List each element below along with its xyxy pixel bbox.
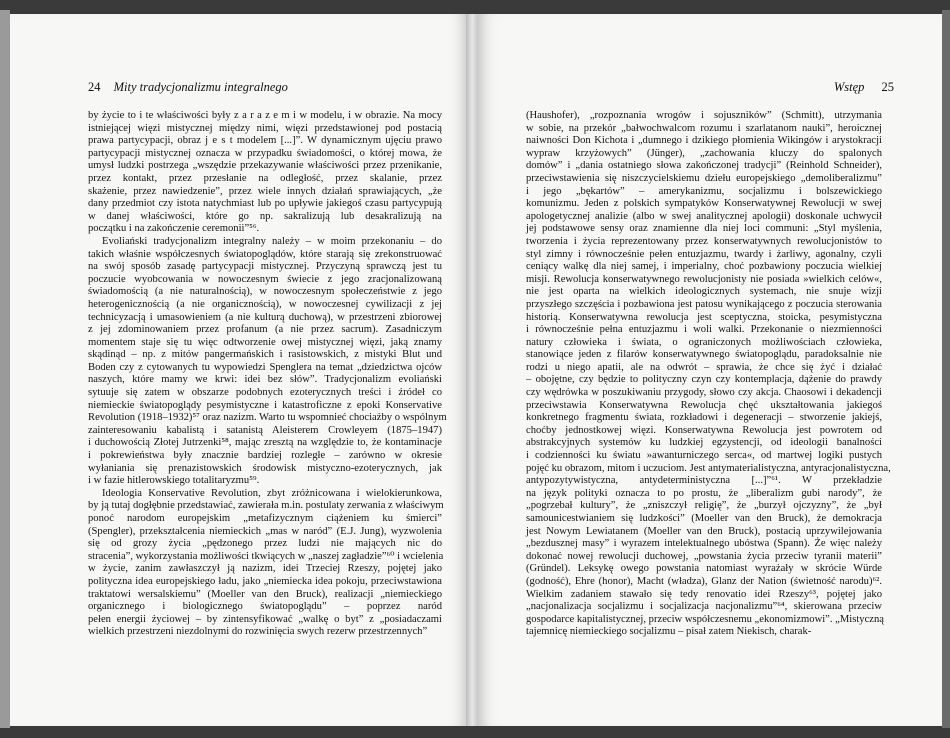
text-line: umysł ludzki postrzega „wszędzie przekazywanie właściwości przez przenikanie,: [88, 160, 442, 172]
text-line: skądinąd – np. z mitów pangermańskich i rasistowskich, z mistyki Blut und: [88, 349, 442, 361]
text-line: świadomością (a nie naturalnością), w nowoczesnym społeczeństwie z jego: [88, 286, 442, 298]
text-line: i w fazie hitlerowskiego totalitaryzmu⁵⁹.: [88, 475, 260, 487]
text-line: jej podstawowe sensy oraz znamienne dla niej loci communi: „Styl myślenia,: [526, 223, 882, 235]
text-line: „bezdusznej masy” i wyrazem intelektualnego ubóstwa (Spann). Że więc należy: [526, 538, 882, 550]
text-line: antypozytywistyczna, antydeterministyczna [...]”⁶¹. W przekładzie: [526, 475, 882, 487]
text-line: naiwności Don Kichota i „dumnego i dzikiego płomienia Wikingów i arystokracji: [526, 135, 882, 147]
text-line: heterogenicznością (a nie organicznością), w nowoczesnej cywilizacji z jej: [88, 298, 442, 310]
text-line: Wielkim zadaniem stawało się tedy renovatio idei Rzeszy⁶³, pojętej jako: [526, 588, 882, 600]
text-line: gospodarce kapitalistycznej, przeciw współczesnemu „ekonomizmowi”. „Mistyczną: [526, 613, 884, 625]
text-line: w życie, zanim zawłaszczył ją nazizm, idei Trzeciej Rzeszy, pojętej jako: [88, 563, 442, 575]
left-body-text: [88, 110, 447, 639]
page-stack-edge-left: [0, 10, 10, 728]
text-line: (godność), Ehre (honor), Macht (władza), Glanz der Nation (świetność narodu)⁶².: [526, 575, 882, 587]
text-line: abstrakcyjnych systemów ku ludzkiej egzystencji, od ideologii banalności: [526, 437, 882, 449]
left-running-header: [88, 80, 288, 95]
text-line: by ją tutaj dogłębnie przedstawiać, zawierała m.in. postulaty zerwania z właściwym: [88, 500, 444, 512]
text-line: na język polityki oznacza to po prostu, że „liberalizm gubi narody”, że: [526, 487, 882, 499]
text-line: sytuuje się zatem w obszarze podobnych ezoterycznych treści i źródeł co: [88, 387, 442, 399]
text-line: styl zimny i równocześnie pełen entuzjazmu, twardy i żarliwy, agonalny, czyli: [526, 248, 882, 260]
right-page-number: 25: [881, 80, 894, 94]
text-line: czy wędrówka w poszukiwaniu przygody, słowo czy akcja. Chaosowi i dekadencji: [526, 387, 882, 399]
text-line: ponoć narodom europejskim „metafizycznym ciążeniem ku śmierci”: [88, 513, 442, 524]
text-line: i codzienności ku światu »awanturniczego serca«, od martwej logiki pustych: [526, 450, 882, 462]
text-line: przez kontakt, przez przesłanie na odległość, przez skalanie, przez: [88, 172, 442, 184]
text-line: Ideologia Konservative Revolution, zbyt zróżnicowana i wielokierunkowa,: [102, 487, 442, 499]
right-body-text: [526, 110, 891, 639]
text-line: zainteresowaniu kabalistą i satanistą Aleisterem Crowleyem (1875–1947): [88, 424, 442, 436]
text-line: i jego „bękartów” – amerykanizmu, socjalizmu i bolszewickiego: [526, 185, 882, 197]
text-line: konkretnego fragmentu świata, rozkładowi i degeneracji – stworzenie jakiejś,: [526, 412, 882, 424]
text-line: komunizmu. Jeden z polskich sympatyków Konserwatywnej Rewolucji w swej: [526, 198, 882, 210]
text-line: Boden czy z cytowanych tu wypowiedzi Spenglera na temat „dziedzictwa ojców: [88, 361, 442, 373]
text-line: wypraw krzyżowych” (Jünger), „zachowania kluczy do spalonych: [526, 147, 882, 159]
text-line: misji. Rewolucja konserwatywnego rewolucjonisty nie posiada »wielkich celów«,: [526, 273, 882, 285]
text-line: ceniący walkę dla niej samej, i imperialny, choć pozbawiony poczucia wielkiej: [526, 261, 882, 273]
page-stack-edge-right: [942, 10, 950, 728]
text-line: tajemnicę niemieckiego socjalizmu – pisał zatem Niekisch, charak-: [526, 626, 812, 638]
text-line: poczucie wyobcowania w nowoczesnym świecie z jego zracjonalizowaną: [88, 273, 442, 285]
text-line: się od grozy życia „pędzonego przez ludzi nie mających nic do: [88, 538, 442, 550]
text-line: stracenia”, wykorzystania możliwości tkwiących w „naszej zagładzie”⁶⁰ i wcielenia: [88, 550, 444, 562]
text-line: przeciwstawienia się niszczycielskiemu dziełu europejskiego „demoliberalizmu”: [526, 172, 882, 184]
text-line: tworzenia i życia reprezentowany przez konserwatywnych rewolucjonistów to: [526, 235, 882, 247]
text-line: stanowiące jeden z filarów konserwatywnego światopoglądu, paradoksalnie nie: [526, 349, 882, 361]
text-line: dokonać nowej rewolucji duchowej, „powstania życia przeciw tyranii materii”: [526, 550, 882, 562]
text-line: – obojętne, czy będzie to polityczny czyn czy kontemplacja, dążenie do prawdy: [526, 374, 882, 386]
left-page-number: 24: [88, 80, 101, 94]
text-line: „nacjonalizacja socjalizmu i socjalizacja nacjonalizmu”⁶⁴, skierowana przeciw: [526, 601, 882, 613]
text-line: domów” i „dania ostatniego słowa zakończonej tradycji” (Reinhold Schneider),: [526, 160, 882, 172]
left-page: [10, 14, 468, 726]
text-line: w sobie, na przekór „bałwochwalcom rozumu i szarlatanom nauki”, heroicznej: [526, 122, 882, 134]
text-line: pełen energii życiowej – by zintensyfikować „walkę o byt” z „posiadaczami: [88, 613, 442, 625]
text-line: nie jest oparta na wielkich ideologicznych systemach, nie snuje wizji: [526, 286, 882, 298]
text-line: by życie to i te właściwości były z a r a z e m i w modelu, i w obrazie. Na mocy: [88, 110, 442, 121]
text-line: organicznego i biologicznego światopoglądu” – poprzez naród: [88, 601, 442, 613]
text-line: takich właśnie współczesnych światopoglądów, które starają się zrekonstruować: [88, 248, 442, 260]
text-line: prawa partycypacji, obraz j e s t modelem [...]”. W dynamicznym ujęciu prawo: [88, 135, 442, 147]
text-line: dany przedmiot czy istota natychmiast lub po upływie jakiegoś czasu partycypują: [88, 198, 442, 210]
text-line: na swój sposób zasadę partycypacji mistycznej. Przyczyną sprawczą jest tu: [88, 261, 442, 273]
text-line: i duchowością Złotej Jutrzenki⁵⁸, mając zresztą na względzie to, że kontaminacje: [88, 437, 442, 449]
text-line: (Haushofer), „rozpoznania wrogów i sojuszników” (Schmitt), utrzymania: [526, 110, 882, 121]
text-line: Evoliański tradycjonalizm integralny należy – w moim przekonaniu – do: [102, 235, 442, 247]
text-line: (Spengler), przekształcenia niemieckich „mas w naród” (E.J. Jung), wyzwolenia: [88, 525, 442, 537]
text-line: polityczna idea europejskiego ładu, jako „niemiecka idea pokoju, przeciwstawiona: [88, 575, 442, 587]
text-line: traktatowi wersalskiemu” (Moeller van den Bruck), realizacji „niemieckiego: [88, 588, 442, 600]
text-line: natury człowieka i świata, o ograniczonych możliwościach człowieka,: [526, 336, 882, 348]
text-line: z jej zdominowaniem przez profanum (a nie przez sacrum). Zasadniczym: [88, 324, 442, 336]
text-line: przyszłego szczęścia i pozbawiona jest patosu wynikającego z poczucia sterowania: [526, 298, 882, 310]
text-line: wielkich przestrzeni niezdolnymi do rozwinięcia swych rezerw przestrzennych”: [88, 626, 428, 638]
text-line: i pokrewieństwa były znacznie bardziej rozległe – zarówno w okresie: [88, 450, 442, 462]
text-line: historią. Konserwatywna rewolucja jest sceptyczna, stoicka, pesymistyczna: [526, 311, 882, 323]
text-line: samounicestwianiem się ludzkości” (Moeller van den Bruck), że demokracja: [526, 513, 882, 524]
text-line: choćby jednostkowej więzi. Konserwatywna Rewolucja jest powrotem od: [526, 424, 882, 436]
text-line: Revolution (1918–1932)⁵⁷ oraz nazizm. Warto tu wspomnieć chociażby o wspólnym: [88, 412, 447, 424]
text-line: początku i na zakończenie ceremonii”⁵⁶.: [88, 223, 260, 235]
text-line: i równocześnie pełna entuzjazmu i woli walki. Przekonanie o niezmienności: [526, 324, 882, 336]
text-line: wyłaniania się prenazistowskich środowisk mistyczno-ezoterycznych, jak: [88, 462, 442, 474]
text-line: w danej właściwości, które go np. sakralizują lub desakralizują na: [88, 210, 442, 222]
text-line: (Gründel). Leksykę owego powstania natomiast wyrażały w skrócie Würde: [526, 563, 882, 575]
right-running-header: [834, 80, 894, 95]
text-line: przeciwstawia Konserwatywna Rewolucja chęć ukształtowania jakiegoś: [526, 399, 882, 411]
text-line: jest Nowym Lewiatanem (Moeller van den Bruck), postacią uprzywilejowania: [526, 525, 882, 537]
text-line: apologetycznej analizie (albo w swej analitycznej apologii) doskonale uchwycił: [526, 210, 882, 222]
right-page: [478, 14, 942, 726]
text-line: pojęć ku obrazom, mitom i uczuciom. Jest antymaterialistyczna, antyracjonalistyczna,: [526, 462, 891, 474]
text-line: rodzi u niego apatii, ale na odwrót – sprawia, że chce się żyć i działać: [526, 361, 882, 373]
right-running-title: Wstęp: [833, 80, 865, 94]
text-line: istniejącej więzi mistycznej między nimi, więzi przedstawionej pod postacią: [88, 122, 442, 134]
text-line: skażenie, przez nawiedzenie”, przez wiele innych działań sprawiających, „że: [88, 185, 442, 197]
left-running-title: Mity tradycjonalizmu integralnego: [113, 80, 288, 94]
text-line: naszych, które mamy we krwi: idei bez słów”. Tradycjonalizm evoliański: [88, 374, 442, 386]
text-line: partycypacji mistycznej oznacza w przypadku świadomości, o której mowa, że: [88, 147, 442, 159]
text-line: „pogrzebał kultury”, że „zniszczył religię”, że „burzył ojczyzny”, że „był: [526, 500, 882, 512]
text-line: technicyzacją i umasowieniem (a nie kulturą duchową), w przestrzeni zbiorowej: [88, 311, 442, 323]
text-line: niemieckie światopoglądy pesymistyczne i katastroficzne z epoki Konservative: [88, 399, 442, 411]
text-line: momentem staje się tu więc odtworzenie owej mistycznej więzi, jaką znamy: [88, 336, 442, 348]
